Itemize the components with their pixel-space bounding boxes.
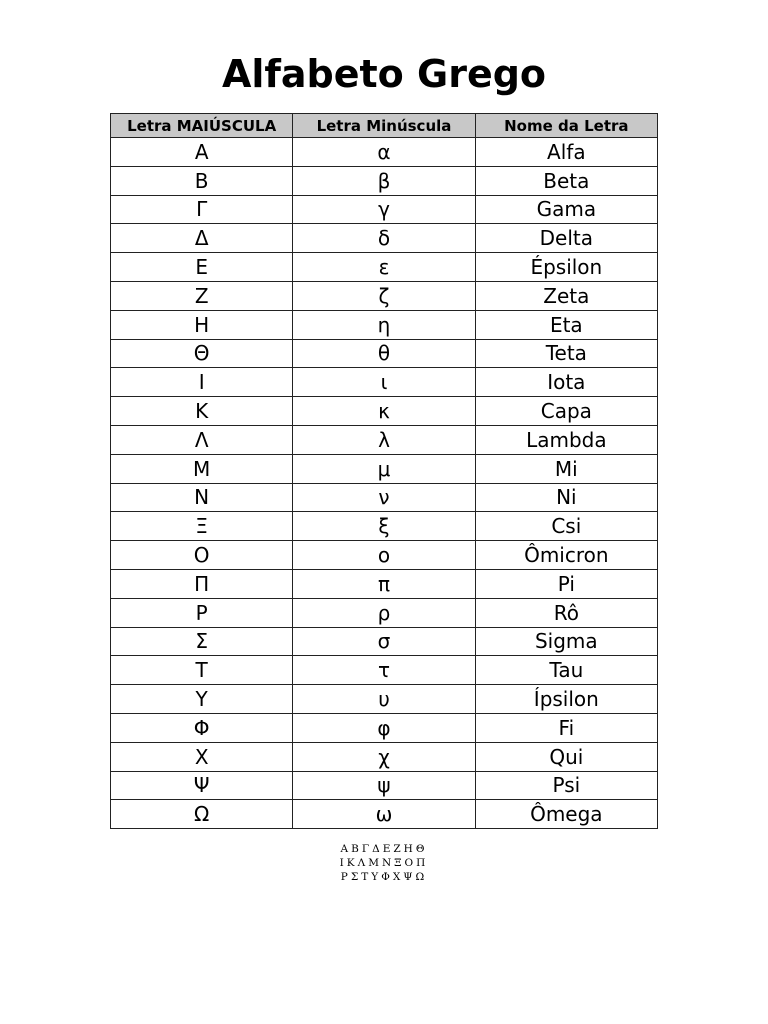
letter-name-cell: Ni [475,483,657,512]
letter-name-cell: Sigma [475,627,657,656]
letter-name-cell: Csi [475,512,657,541]
table-row [111,368,658,397]
uppercase-letter-cell: Δ [111,224,293,253]
table-row [111,224,658,253]
table-body [111,138,658,829]
table-header [111,114,658,138]
lowercase-letter-cell: υ [293,685,475,714]
table-row [111,253,658,282]
uppercase-letter-cell: Λ [111,425,293,454]
letter-name-cell: Beta [475,166,657,195]
lowercase-letter-cell: α [293,138,475,167]
lowercase-letter-cell: μ [293,454,475,483]
lowercase-letter-cell: κ [293,397,475,426]
uppercase-letter-cell: Ε [111,253,293,282]
uppercase-letter-cell: Θ [111,339,293,368]
letter-name-cell: Alfa [475,138,657,167]
lowercase-letter-cell: ι [293,368,475,397]
column-header-letter-name: Nome da Letra [475,114,657,138]
table-row [111,454,658,483]
footer-line: ΑΒΓΔΕΖΗΘ [340,843,428,855]
table-row [111,310,658,339]
letter-name-cell: Ômicron [475,541,657,570]
uppercase-letter-cell: Κ [111,397,293,426]
lowercase-letter-cell: ρ [293,598,475,627]
lowercase-letter-cell: χ [293,742,475,771]
table-row [111,771,658,800]
letter-name-cell: Eta [475,310,657,339]
table-row [111,138,658,167]
uppercase-letter-cell: Ο [111,541,293,570]
letter-name-cell: Tau [475,656,657,685]
lowercase-letter-cell: γ [293,195,475,224]
letter-name-cell: Teta [475,339,657,368]
lowercase-letter-cell: ε [293,253,475,282]
lowercase-letter-cell: λ [293,425,475,454]
table-row [111,512,658,541]
letter-name-cell: Mi [475,454,657,483]
table-header-row [111,114,658,138]
table-row [111,195,658,224]
table-row [111,166,658,195]
uppercase-letter-cell: Υ [111,685,293,714]
lowercase-letter-cell: η [293,310,475,339]
table-row [111,483,658,512]
uppercase-letter-cell: Ρ [111,598,293,627]
letter-name-cell: Ípsilon [475,685,657,714]
greek-alphabet-footer [0,842,768,884]
uppercase-letter-cell: Ω [111,800,293,829]
letter-name-cell: Fi [475,713,657,742]
lowercase-letter-cell: ζ [293,281,475,310]
table-row [111,713,658,742]
footer-line: ΡΣΤΥΦΧΨΩ [340,871,428,883]
lowercase-letter-cell: φ [293,713,475,742]
letter-name-cell: Rô [475,598,657,627]
uppercase-letter-cell: Χ [111,742,293,771]
uppercase-letter-cell: Ξ [111,512,293,541]
letter-name-cell: Épsilon [475,253,657,282]
lowercase-letter-cell: π [293,569,475,598]
lowercase-letter-cell: ν [293,483,475,512]
table-row [111,742,658,771]
table-row [111,541,658,570]
lowercase-letter-cell: ω [293,800,475,829]
table-row [111,425,658,454]
letter-name-cell: Capa [475,397,657,426]
table-row [111,281,658,310]
uppercase-letter-cell: Π [111,569,293,598]
uppercase-letter-cell: Γ [111,195,293,224]
table-row [111,397,658,426]
letter-name-cell: Pi [475,569,657,598]
uppercase-letter-cell: Σ [111,627,293,656]
uppercase-letter-cell: Α [111,138,293,167]
lowercase-letter-cell: ο [293,541,475,570]
table-row [111,339,658,368]
uppercase-letter-cell: Ψ [111,771,293,800]
lowercase-letter-cell: ξ [293,512,475,541]
lowercase-letter-cell: τ [293,656,475,685]
letter-name-cell: Qui [475,742,657,771]
letter-name-cell: Zeta [475,281,657,310]
uppercase-letter-cell: Ζ [111,281,293,310]
column-header-uppercase: Letra MAIÚSCULA [111,114,293,138]
letter-name-cell: Delta [475,224,657,253]
letter-name-cell: Psi [475,771,657,800]
uppercase-letter-cell: Ν [111,483,293,512]
table-row [111,569,658,598]
lowercase-letter-cell: σ [293,627,475,656]
lowercase-letter-cell: δ [293,224,475,253]
uppercase-letter-cell: Μ [111,454,293,483]
table-row [111,685,658,714]
uppercase-letter-cell: Τ [111,656,293,685]
lowercase-letter-cell: β [293,166,475,195]
uppercase-letter-cell: Η [111,310,293,339]
uppercase-letter-cell: Φ [111,713,293,742]
letter-name-cell: Lambda [475,425,657,454]
page-title: Alfabeto Grego [221,52,547,96]
uppercase-letter-cell: Ι [111,368,293,397]
lowercase-letter-cell: ψ [293,771,475,800]
letter-name-cell: Ômega [475,800,657,829]
letter-name-cell: Iota [475,368,657,397]
column-header-lowercase: Letra Minúscula [293,114,475,138]
table-row [111,627,658,656]
letter-name-cell: Gama [475,195,657,224]
footer-line: ΙΚΛΜΝΞΟΠ [339,857,429,869]
greek-alphabet-table [110,113,658,829]
uppercase-letter-cell: Β [111,166,293,195]
table-row [111,800,658,829]
table-row [111,598,658,627]
lowercase-letter-cell: θ [293,339,475,368]
table-row [111,656,658,685]
